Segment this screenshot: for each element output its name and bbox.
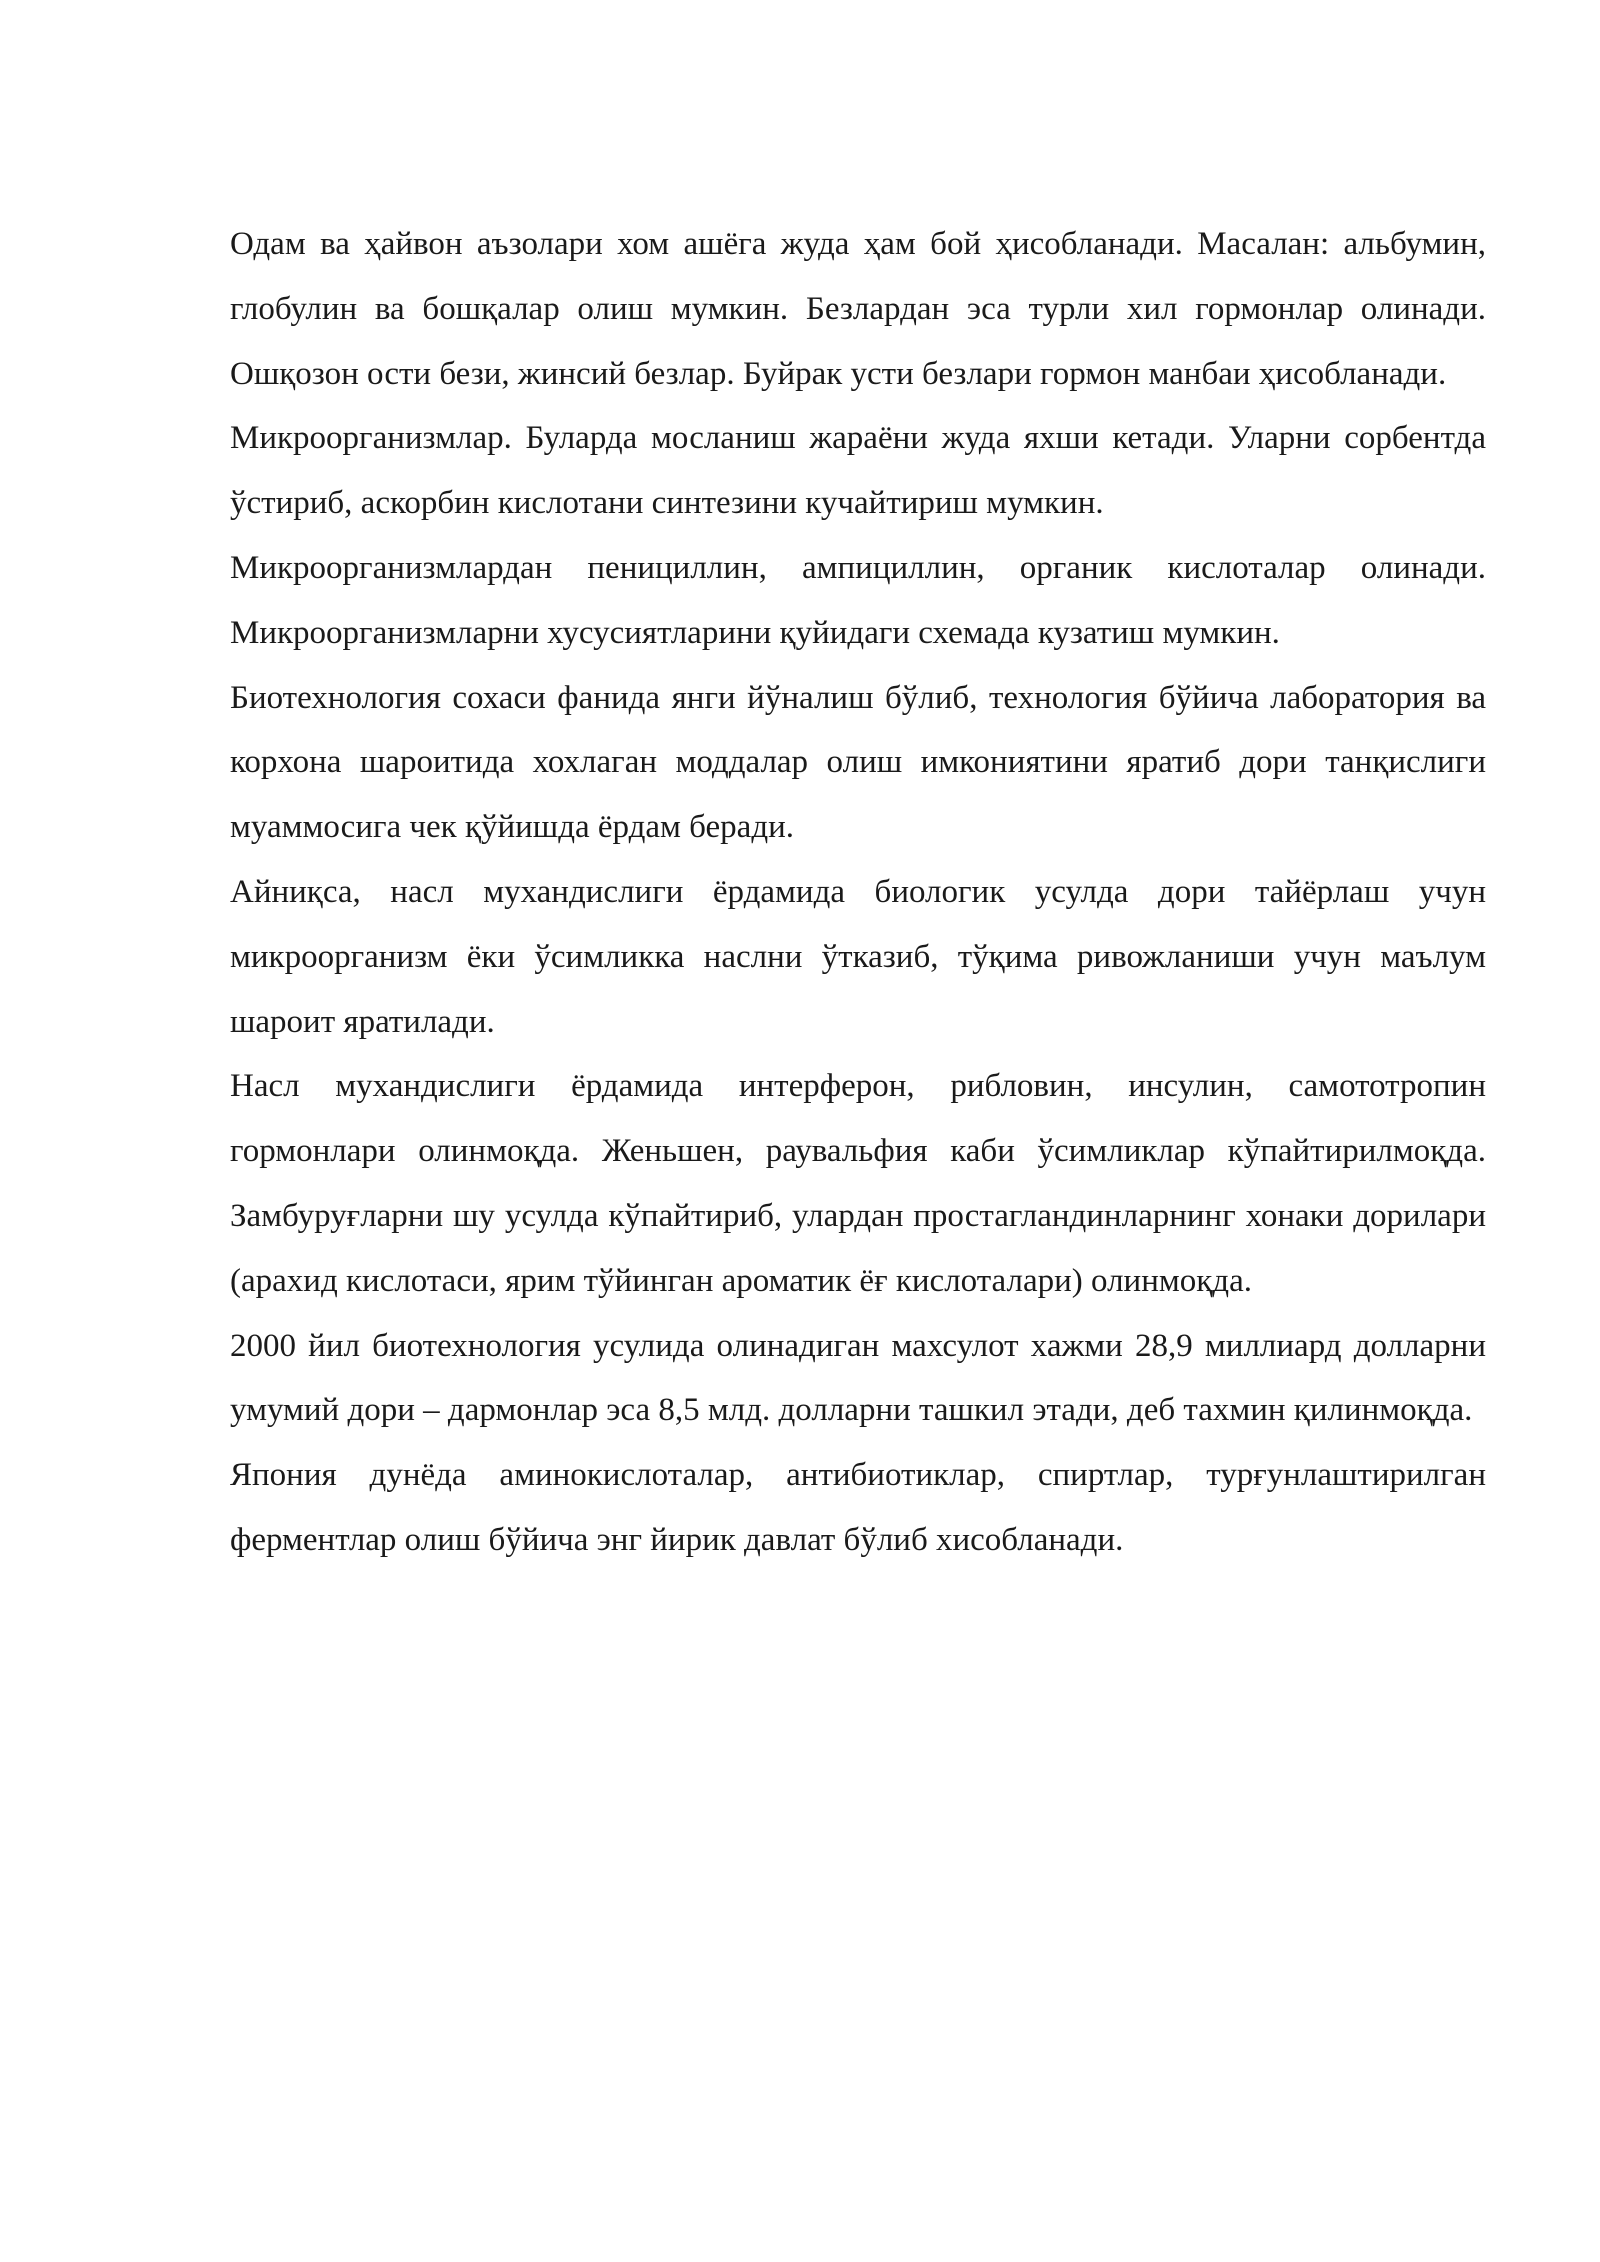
paragraph-biotechnology: Биотехнология сохаси фанида янги йўналиш бўлиб, технология бўйича лаборатория ва корхона шароитида хохлаган моддалар олиш имкониятини яратиб дори танқислиги муаммосига чек қўйишда ёрдам беради. — [230, 679, 1486, 846]
paragraph-genetic-engineering: Айниқса, насл мухандислиги ёрдамида биологик усулда дори тайёрлаш учун микроорганизм ёки ўсимликка наслни ўтказиб, тўқима ривожланиши учун маълум шароит яратилади. — [230, 873, 1486, 1040]
paragraph-market-volume: 2000 йил биотехнология усулида олинадиган махсулот хажми 28,9 миллиард долларни умумий дори – дармонлар эса 8,5 млд. долларни ташкил этади, деб тахмин қилинмоқда. — [230, 1327, 1486, 1429]
paragraph-antibiotics: Микроорганизмлардан пенициллин, ампициллин, органик кислоталар олинади. Микроорганизмларни хусусиятларини қуйидаги схемада кузатиш мумкин. — [230, 549, 1486, 651]
paragraph-hormones: Насл мухандислиги ёрдамида интерферон, рибловин, инсулин, самототропин гормонлари олинмоқда. Женьшен, раувальфия каби ўсимликлар кўпайтирилмоқда. Замбуруғларни шу усулда кўпайтириб, улардан простагландинларнинг хонаки дорилари (арахид кислотаси, ярим тўйинган ароматик ёғ кислоталари) олинмоқда. — [230, 1068, 1486, 1299]
paragraph-microorganisms: Микроорганизмлар. Буларда мосланиш жараёни жуда яхши кетади. Уларни сорбентда ўстириб, аскорбин кислотани синтезини кучайтириш мумкин. — [230, 420, 1486, 522]
paragraph-raw-materials: Одам ва ҳайвон аъзолари хом ашёга жуда ҳам бой ҳисобланади. Масалан: альбумин, глобулин ва бошқалар олиш мумкин. Безлардан эса турли хил гормонлар олинади. Ошқозон ости бези, жинсий безлар. Буйрак усти безлари гормон манбаи ҳисобланади. — [230, 226, 1486, 392]
paragraph-japan: Япония дунёда аминокислоталар, антибиотиклар, спиртлар, турғунлаштирилган ферментлар олиш бўйича энг йирик давлат бўлиб хисобланади. — [230, 1457, 1486, 1558]
document-body — [230, 212, 1486, 1573]
